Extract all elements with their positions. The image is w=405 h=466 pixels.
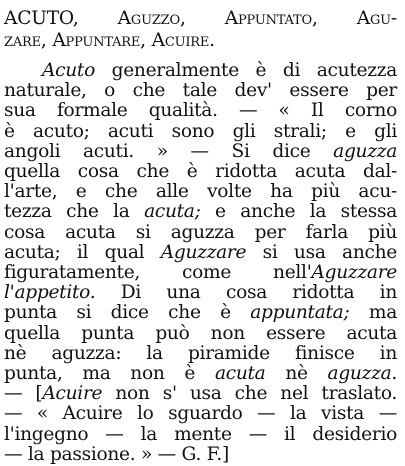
body-line — [4, 121, 397, 143]
body-line — [4, 242, 397, 264]
text-run: — [ — [4, 383, 43, 405]
text-run: acuta; il qual — [4, 241, 161, 263]
text-run: generalmente è di acutezza — [94, 60, 397, 81]
body-line — [4, 343, 397, 365]
text-run: quella cosa che è ridotta acuta dal- — [4, 161, 397, 182]
text-run: punta si dice che è — [4, 302, 251, 324]
body-line — [4, 383, 397, 405]
body-line — [4, 323, 397, 345]
body-line — [4, 363, 397, 385]
text-run: tezza che la — [4, 201, 145, 223]
headword-variants: Aguzzo, Appuntato, Agu- — [78, 8, 397, 29]
text-run: cosa acuta si aguzza per farla più — [4, 221, 397, 243]
body-line — [4, 262, 397, 284]
text-run: l'arte, e che alle volte ha più acu- — [4, 181, 397, 203]
body-line — [4, 302, 397, 324]
body-line — [4, 424, 397, 446]
body-line — [4, 222, 397, 244]
text-run: Di una cosa ridotta in — [95, 282, 397, 304]
italic-text: acuta; — [144, 201, 201, 223]
text-run: non s' usa che nel traslato. — [102, 383, 397, 405]
body-line — [42, 60, 397, 82]
body-line — [4, 282, 397, 304]
headword — [4, 8, 397, 29]
text-run: punta, ma non è — [4, 363, 215, 384]
body-line — [4, 201, 397, 223]
italic-text: aguzza. — [327, 363, 397, 384]
text-run: quella punta può non essere acuta — [4, 322, 397, 344]
text-run: e anche la stessa — [200, 201, 397, 223]
text-run: è acuto; acuti sono gli strali; e gli — [4, 120, 397, 142]
text-run: angoli acuti. » — Si dice — [4, 140, 334, 162]
text-run: si usa anche — [246, 241, 397, 263]
italic-text: Aguzzare — [160, 241, 247, 263]
body-line — [4, 161, 397, 183]
italic-text: Acuire — [42, 383, 103, 405]
italic-text: Acuto — [42, 60, 95, 81]
text-run: l'ingegno — la mente — il desiderio — [4, 423, 397, 445]
text-run: sua formale qualità. — « Il corno — [4, 100, 397, 122]
italic-text: acuta — [214, 363, 266, 384]
entry-heading-line-1 — [4, 8, 397, 30]
body-line — [4, 444, 229, 466]
text-run: — « Acuire lo sguardo — la vista — — [4, 403, 397, 425]
headword-variants: zare, Appuntare, Acuire. — [4, 30, 215, 51]
body-line — [4, 80, 397, 102]
body-line — [4, 181, 397, 203]
text-run: ma — [349, 302, 397, 324]
text-run: figuratamente, come nell' — [4, 262, 312, 283]
body-line — [4, 141, 397, 163]
italic-text: Aguzzare — [311, 262, 397, 283]
italic-text: appuntata; — [250, 302, 350, 324]
text-run: — la passione. » — G. F.] — [4, 443, 229, 465]
italic-text: aguzza — [333, 140, 397, 162]
text-run: nè aguzza: la piramide finisce in — [4, 342, 397, 364]
entry-heading-line-2 — [4, 30, 215, 52]
headword-main: ACUTO, — [4, 8, 79, 29]
text-run: nè — [265, 363, 328, 384]
body-line — [4, 100, 397, 122]
italic-text: l'appetito. — [4, 282, 96, 304]
text-run: naturale, o che tale dev' essere per — [4, 80, 397, 102]
body-line — [4, 403, 397, 425]
